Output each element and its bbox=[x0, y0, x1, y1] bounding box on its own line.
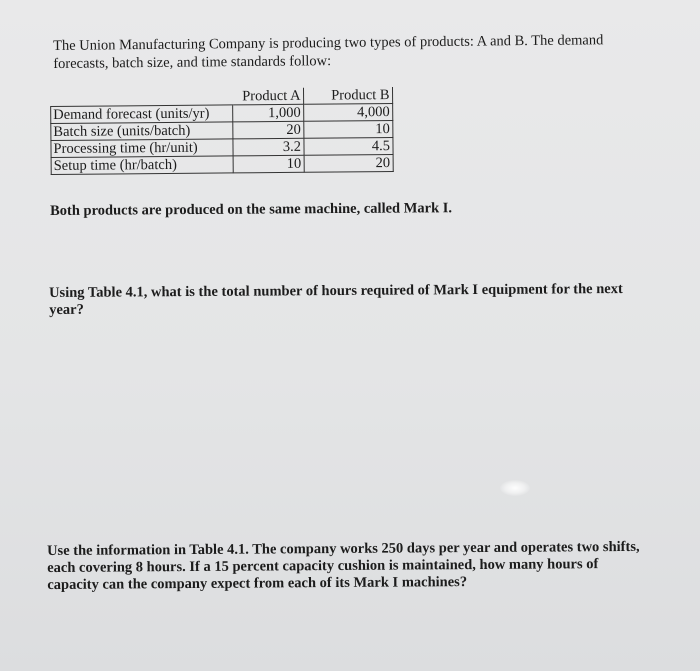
header-product-a: Product A bbox=[232, 88, 303, 105]
intro-line-1: The Union Manufacturing Company is producing two types of products: A and B. The demand bbox=[53, 32, 604, 54]
table-row bbox=[51, 155, 393, 175]
question-2-line-3: capacity can the company expect from each of its Mark I machines? bbox=[47, 574, 468, 593]
cell-setup-b: 20 bbox=[304, 155, 393, 173]
question-2-line-2: each covering 8 hours. If a 15 percent capacity cushion is maintained, how many hours of bbox=[47, 556, 599, 576]
question-1-line-2: year? bbox=[49, 301, 84, 318]
question-1 bbox=[49, 281, 629, 319]
intro-line-2: forecasts, batch size, and time standards follow: bbox=[53, 53, 332, 72]
cell-setup-a: 10 bbox=[233, 155, 304, 173]
machine-statement: Both products are produced on the same machine, called Mark I. bbox=[50, 200, 453, 219]
table-header-blank bbox=[50, 88, 232, 106]
cell-batch-b: 10 bbox=[303, 121, 392, 139]
row-label-processing: Processing time (hr/unit) bbox=[51, 139, 233, 158]
header-product-b: Product B bbox=[303, 87, 392, 104]
cell-processing-a: 3.2 bbox=[233, 138, 304, 156]
product-table bbox=[50, 87, 393, 175]
row-label-demand: Demand forecast (units/yr) bbox=[51, 105, 233, 124]
question-1-line-1: Using Table 4.1, what is the total number of hours required of Mark I equipment for the next bbox=[49, 280, 623, 301]
light-glare bbox=[500, 480, 530, 496]
intro-paragraph bbox=[53, 31, 653, 73]
row-label-batch: Batch size (units/batch) bbox=[51, 122, 233, 141]
cell-demand-b: 4,000 bbox=[303, 104, 392, 122]
cell-batch-a: 20 bbox=[233, 121, 304, 139]
cell-demand-a: 1,000 bbox=[233, 104, 304, 122]
row-label-setup: Setup time (hr/batch) bbox=[51, 156, 233, 175]
question-2 bbox=[47, 539, 647, 594]
question-2-line-1: Use the information in Table 4.1. The company works 250 days per year and operates two shifts, bbox=[47, 538, 640, 559]
cell-processing-b: 4.5 bbox=[303, 138, 392, 156]
